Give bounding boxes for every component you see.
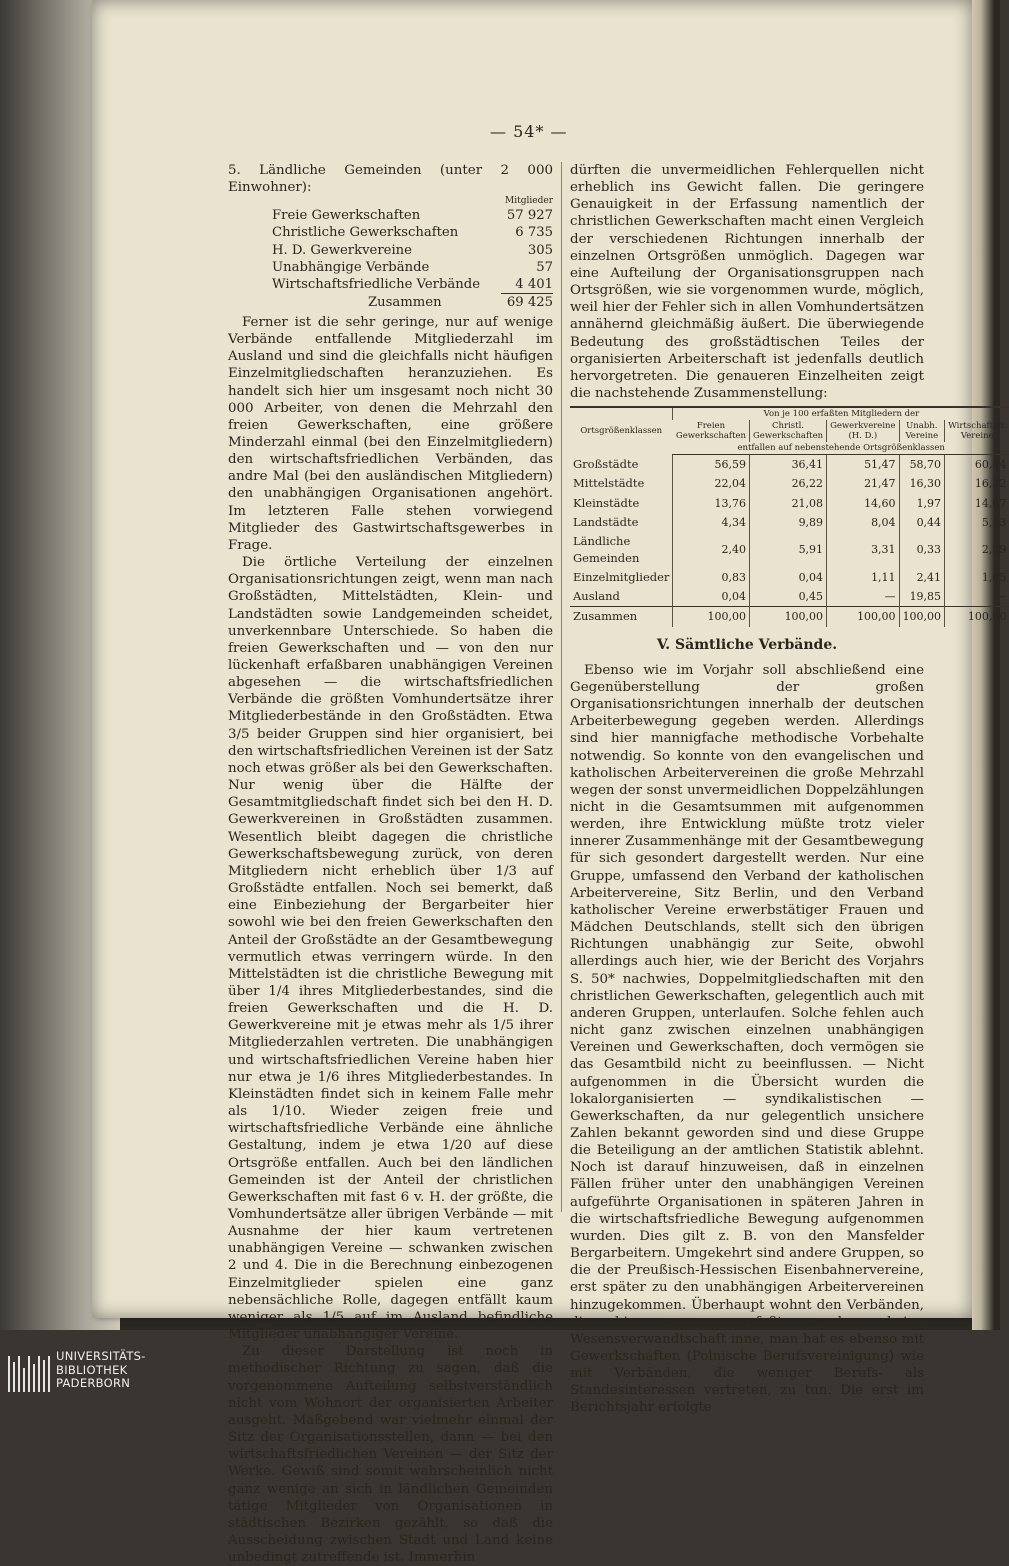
rural-heading: 5. Ländliche Gemeinden (unter 2 000 Einwohner):: [228, 163, 553, 196]
column-header: Unabh. Vereine: [899, 420, 945, 442]
barcode-logo-icon: [8, 1356, 52, 1392]
members-header: Mitglieder: [505, 196, 553, 207]
column-divider: [561, 162, 562, 1212]
row-header: Ortsgrößenklassen: [580, 426, 663, 437]
sum-row: Zusammen 100,00 100,00 100,00 100,00 100,00: [570, 607, 1009, 627]
paragraph: Ferner ist die sehr geringe, nur auf wenige Verbände entfallende Mitgliederzahl im Ausland und sind die gleichfalls nicht häufigen Einzelmitgliedschaften heranzuziehen. Es handelt sich hier um insgesamt noch nicht 30 000 Arbeiter, von denen die Mehrzahl den freien Gewerkschaften, eine größere Minderzahl einmal (bei den Einzelmitgliedern) den wirtschaftsfriedlichen Verbänden, das andre Mal (bei den ausländischen Mitgliedern) den unabhängigen Organisationen angehört. Im letzteren Falle stehen vorwiegend Mitglieder des Gastwirtschaftsgewerbes in Frage.: [228, 314, 553, 553]
table-row: Unabhängige Verbände 57: [272, 259, 553, 275]
page-number: — 54* —: [490, 122, 568, 141]
logo-text: UNIVERSITÄTS- BIBLIOTHEK PADERBORN: [56, 1349, 146, 1390]
paragraph: Zu dieser Darstellung ist noch in methodischer Richtung zu sagen, daß die vorgenommene Aufteilung selbstverständlich nicht vom Wohnort der organisierten Arbeiter ausgeht. Maßgebend war vielmehr einmal der Sitz der Organisationsstellen, dann — bei den wirtschaftsfriedlichen Vereinen — der Sitz der Werke. Gewiß sind somit wahrscheinlich nicht ganz wenige an sich in ländlichen Gemeinden tätige Mitglieder von Organisationen in städtischen Bezirken gezählt, so daß die Ausscheidung zwischen Stadt und Land keine unbedingt zutreffende ist. Immerhin: [228, 1344, 553, 1566]
section-title: V. Sämtliche Verbände.: [656, 636, 838, 653]
paragraph: dürften die unvermeidlichen Fehlerquellen nicht erheblich ins Gewicht fallen. Die geringere Genauigkeit in der Erfassung namentlich der christlichen Gewerkschaften macht einen Vergleich der verschiedenen Richtungen innerhalb der einzelnen Ortsgrößen unmöglich. Dagegen war eine Aufteilung der Organisationsgruppen nach Ortsgrößen, wie sie vorgenommen wurde, möglich, weil hier der Fehler sich in allen Vomhundertsätzen annähernd gleichmäßig äußert. Die überwiegende Bedeutung des großstädtischen Teiles der organisierten Arbeiterschaft ist jedenfalls deutlich hervorgetreten. Die genaueren Einzelheiten zeigt die nachstehende Zusammenstellung:: [570, 163, 924, 402]
table-row: Landstädte 4,34 9,89 8,04 0,44 5,13: [570, 513, 1009, 532]
group-header: Von je 100 erfaßten Mitgliedern der: [673, 407, 1009, 420]
unit-note: entfallen auf nebenstehende Ortsgrößenklassen: [673, 442, 1009, 455]
column-header: Freien Gewerkschaften: [675, 421, 746, 442]
left-column: [228, 162, 553, 1566]
table-row: Christliche Gewerkschaften 6 735: [272, 225, 553, 241]
column-header: Gewerkvereine (H. D.): [827, 420, 900, 442]
paragraph: Die örtliche Verteilung der einzelnen Organisationsrichtungen zeigt, wenn man nach Großstädten, Mittelstädten, Klein- und Landstädten sowie Landgemeinden scheidet, unverkennbare Unterschiede. So haben die freien Gewerkschaften und — von den nur lückenhaft erfaßbaren unabhängigen Vereinen abgesehen — die wirtschaftsfriedlichen Verbände die größten Vomhundertsätze ihrer Mitgliederbestände in den Großstädten. Etwa 3/5 beider Gruppen sind hier organisiert, bei den wirtschaftsfriedlichen Vereinen ist der Satz noch etwas größer als bei den Gewerkschaften. Nur wenig über die Hälfte der Gesamtmitgliedschaft findet sich bei den H. D. Gewerkvereinen in Großstädten zusammen. Wesentlich bleibt dagegen die christliche Gewerkschaftsbewegung zurück, von deren Mitgliedern nicht erheblich über 1/3 auf Großstädte entfallen. Noch sei bemerkt, daß eine Einbeziehung der Bergarbeiter hier sowohl wie bei den freien Gewerkschaften den Anteil der Großstädte an der Gesamtbewegung vermutlich etwas verringern würde. In den Mittelstädten ist die christliche Bewegung mit über 1/4 ihres Mitgliederbestandes, sind die freien Gewerkschaften und die H. D. Gewerkvereine mit je etwas mehr als 1/5 ihrer Mitgliederzahlen vertreten. Die unabhängigen und wirtschaftsfriedlichen Vereine haben hier nur etwa je 1/6 ihres Mitgliederbestandes. In Kleinstädten findet sich in keinem Falle mehr als 1/10. Wieder zeigen freie und wirtschaftsfriedliche Verbände eine ähnliche Gestaltung, indem je etwa 1/20 auf diese Ortsgröße entfallen. Auch bei den ländlichen Gemeinden ist der Anteil der christlichen Gewerkschaften mit fast 6 v. H. der größte, die Vomhundertsätze aller übrigen Verbände — mit Ausnahme der hier kaum vertretenen unabhängigen Vereine — schwanken zwischen 2 und 4. Die in die Berechnung einbezogenen Einzelmitglieder spielen eine ganz nebensächliche Rolle, dagegen entfällt kaum weniger als 1/5 auf im Ausland befindliche Mitglieder unabhängiger Vereine.: [228, 555, 553, 1343]
page-edge: [972, 0, 994, 1330]
table-row: Freie Gewerkschaften 57 927: [272, 208, 553, 224]
rural-members-table: [228, 196, 553, 311]
sum-row: Zusammen 69 425: [368, 294, 553, 310]
table-row: H. D. Gewerkvereine 305: [272, 242, 553, 258]
table-row: Großstädte 56,59 36,41 51,47 58,70 60,44: [570, 455, 1009, 475]
table-row: Kleinstädte 13,76 21,08 14,60 1,97 14,67: [570, 494, 1009, 513]
table-row: Einzelmitglieder 0,83 0,04 1,11 2,41 1,05: [570, 568, 1009, 587]
table-row: Mittelstädte 22,04 26,22 21,47 16,30 16,32: [570, 474, 1009, 493]
distribution-table: [570, 406, 1009, 626]
table-row: Wirtschaftsfriedliche Verbände 4 401: [272, 276, 553, 292]
table-row: Ländliche Gemeinden 2,40 5,91 3,31 0,33 2,39: [570, 532, 1009, 568]
paragraph: Ebenso wie im Vorjahr soll abschließend eine Gegenüberstellung der großen Organisationsrichtungen innerhalb der deutschen Arbeiterbewegung gegeben werden. Allerdings sind hier mannigfache methodische Vorbehalte notwendig. So konnte von den evangelischen und katholischen Arbeitervereinen die große Mehrzahl wegen der sonst unvermeidlichen Doppelzählungen nicht in die Gesamtsummen mit aufgenommen werden, ihre Entwicklung müßte trotz vieler innerer Zusammenhänge mit der Gesamtbewegung für sich gesondert dargestellt werden. Nur eine Gruppe, umfassend den Verband der katholischen Arbeitervereine, Sitz Berlin, und den Verband katholischer Vereine erwerbstätiger Frauen und Mädchen Deutschlands, stellt sich den übrigen Richtungen unabhängig zur Seite, obwohl allerdings auch hier, wie der Bericht des Vorjahrs S. 50* nachwies, Doppelmitgliedschaften mit den christlichen Gewerkschaften, gelegentlich auch mit anderen Gruppen, unterlaufen. Solche fehlen auch nicht ganz zwischen einzelnen unabhängigen Vereinen und Gewerkschaften, doch vermögen sie das Gesamtbild nicht zu beeinflussen. — Nicht aufgenommen in die Übersicht wurden die lokalorganisierten — syndikalistischen — Gewerkschaften, da nur gelegentlich unsichere Zahlen bekannt geworden sind und diese Gruppe die Beteiligung an der amtlichen Statistik ablehnt. Noch ist darauf hinzuweisen, daß in einzelnen Fällen früher unter den unabhängigen Vereinen aufgeführte Organisationen in späteren Jahren in die wirtschaftsfriedliche Bewegung aufgenommen wurden. Dies gilt z. B. von den Mansfelder Bergarbeitern. Umgekehrt sind andere Gruppen, so die der Preußisch-Hessischen Eisenbahnervereine, erst später zu den unabhängigen Arbeitervereinen hinzugekommen. Überhaupt wohnt den Verbänden, die hier zusammengefaßt wurden, keine Wesensverwandtschaft inne, man hat es ebenso mit Gewerkschaften (Polnische Berufsvereinigung) wie mit Verbänden, die weniger Berufs- als Standesinteressen vertreten, zu tun. Die erst im Berichtsjahr erfolgte: [570, 662, 924, 1416]
column-header: Wirtschaftsfr. Vereine: [945, 420, 1009, 442]
column-header: Christl. Gewerkschaften: [750, 420, 827, 442]
library-logo: [8, 1348, 168, 1392]
right-column: [570, 162, 1007, 1417]
table-row: Ausland 0,04 0,45 — 19,85 —: [570, 587, 1009, 607]
